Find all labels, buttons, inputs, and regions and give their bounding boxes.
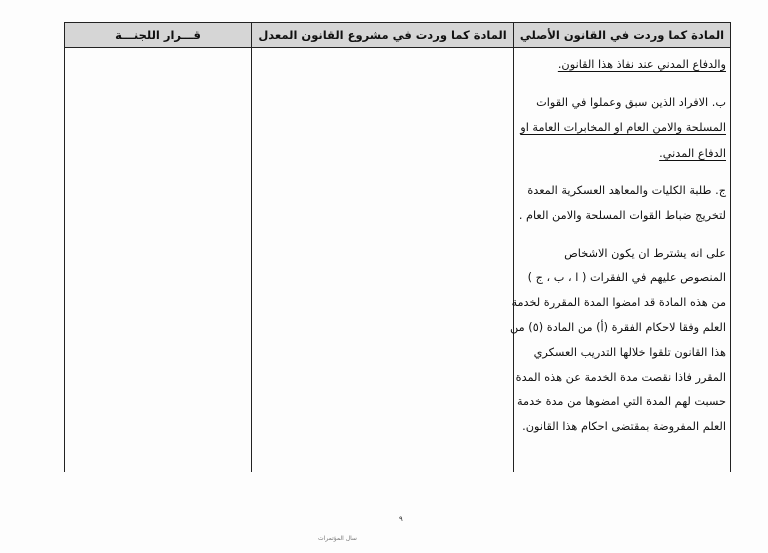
text-line: على انه يشترط ان يكون الاشخاص [564,247,726,260]
header-committee-decision: قـــرار اللجنـــة [65,23,251,47]
text-line: ج. طلبة الكليات والمعاهد العسكرية المعدة [527,184,726,197]
text-line: العلم وفقا لاحكام الفقرة (أ) من المادة (٥) من [510,321,726,334]
text-line: المنصوص عليهم في الفقرات ( ا ، ب ، ج ) [527,271,726,284]
text-line: المسلحة والامن العام او المخابرات العامة او [520,121,726,134]
text-line: الدفاع المدني. [659,147,726,160]
text-line: ب. الافراد الذين سبق وعملوا في القوات [536,96,726,109]
text-line: والدفاع المدني عند نفاذ هذا القانون. [557,58,726,71]
text-line: العلم المفروضة بمقتضى احكام هذا القانون. [522,420,726,433]
text-line: المقرر فاذا نقصت مدة الخدمة عن هذه المدة [515,371,726,384]
text-line: من هذه المادة قد امضوا المدة المقررة لخدمة [511,296,726,309]
text-line: حسبت لهم المدة التي امضوها من مدة خدمة [516,395,726,408]
header-bottom-border [64,47,731,48]
text-line: لتخريج ضباط القوات المسلحة والامن العام . [518,209,726,222]
page-number: ٩ [399,515,403,523]
header-amended-draft: المادة كما وردت في مشروع القانون المعدل [252,23,513,47]
footer-note: سال المؤتمرات [318,535,357,542]
column-divider-1 [251,22,252,472]
text-line: هذا القانون تلقوا خلالها التدريب العسكري [533,346,726,359]
header-original-law: المادة كما وردت في القانون الأصلي [514,23,730,47]
column-divider-2 [513,22,514,472]
table-right-border [730,22,731,472]
table-left-border [64,22,65,472]
